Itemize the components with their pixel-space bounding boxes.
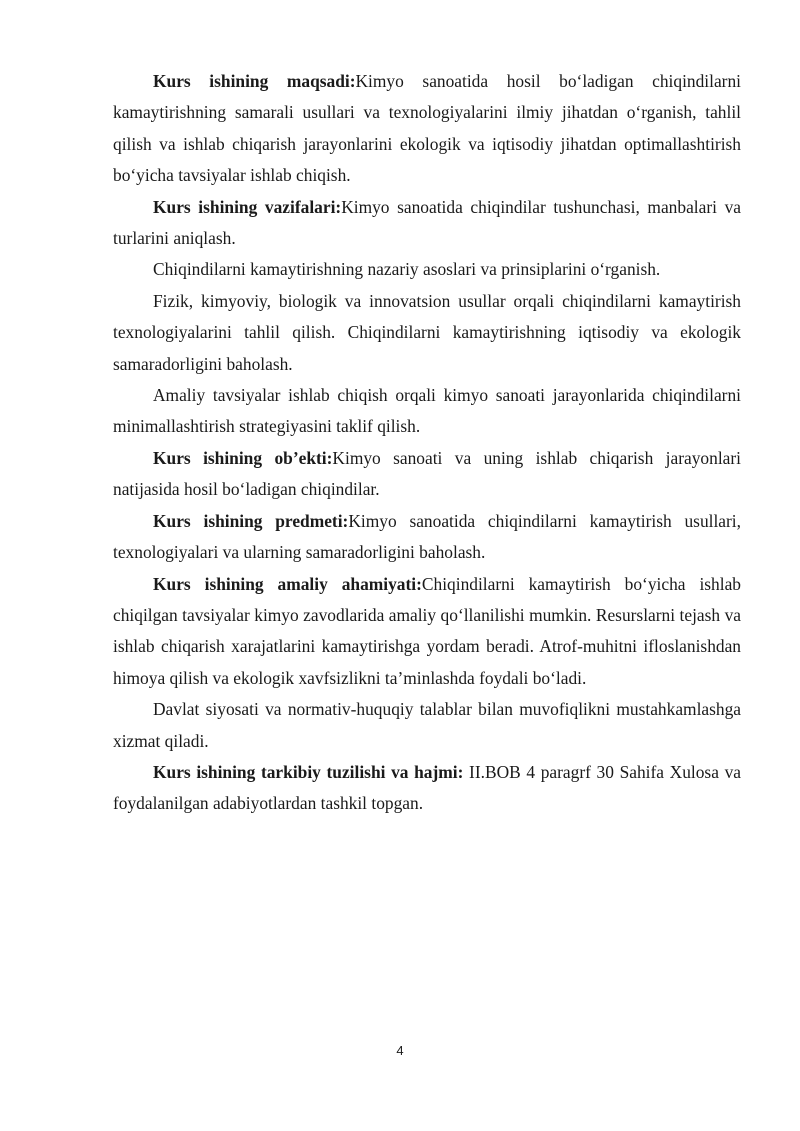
paragraph-text: Kimyo sanoatida hosil bo‘ladigan chiqindilarni kamaytirishning samarali usullari va texnologiyalarini ilmiy jihatdan o‘rganish, tahlil qilish va ishlab chiqarish jarayonlarini ekologik va iqtisodiy jihatdan optimallashtirish bo‘yicha tavsiyalar ishlab chiqish. [113,71,741,186]
paragraph-text: Chiqindilarni kamaytirishning nazariy asoslari va prinsiplarini o‘rganish. [153,259,661,280]
paragraph-task-methods [113,286,741,380]
page-number: 4 [396,1043,404,1058]
paragraph-text: Fizik, kimyoviy, biologik va innovatsion usullar orqali chiqindilarni kamaytirish texnologiyalarini tahlil qilish. Chiqindilarni kamaytirishning iqtisodiy va ekologik samaradorligini baholash. [113,290,741,374]
paragraph-subject [113,506,741,569]
paragraph-object [113,443,741,506]
paragraph-label: Kurs ishining amaliy ahamiyati: [153,573,422,594]
paragraph-text: Amaliy tavsiyalar ishlab chiqish orqali kimyo sanoati jarayonlarida chiqindilarni minimallashtirish strategiyasini taklif qilish. [113,385,741,437]
paragraph-label: Kurs ishining tarkibiy tuzilishi va hajmi: [153,761,464,782]
paragraph-goal [113,66,741,192]
paragraph-text: Kimyo sanoatida chiqindilarni kamaytirish usullari, texnologiyalari va ularning samaradorligini baholash. [113,510,741,563]
paragraph-label: Kurs ishining vazifalari: [153,196,342,217]
paragraph-task-recommendations [113,380,741,443]
paragraph-text: Chiqindilarni kamaytirish bo‘yicha ishlab chiqilgan tavsiyalar kimyo zavodlarida amaliy qo‘llanilishi mumkin. Resurslarni tejash va ishlab chiqarish xarajatlarini kamaytirishga yordam beradi. Atrof-muhitni ifloslanishdan himoya qilish va ekologik xavfsizlikni ta’minlashda foydali bo‘ladi. [113,573,741,688]
paragraph-text: Kimyo sanoatida chiqindilar tushunchasi, manbalari va turlarini aniqlash. [113,196,741,249]
paragraph-label: Kurs ishining predmeti: [153,510,349,531]
paragraph-policy [113,694,741,757]
paragraph-tasks [113,192,741,255]
document-body [113,66,741,820]
paragraph-task-theory [113,254,741,285]
paragraph-practical-importance [113,569,741,695]
paragraph-label: Kurs ishining ob’ekti: [153,447,333,468]
paragraph-text: II.BOB 4 paragrf 30 Sahifa Xulosa va foydalanilgan adabiyotlardan tashkil topgan. [113,761,741,814]
paragraph-structure [113,757,741,820]
paragraph-text: Davlat siyosati va normativ-huquqiy talablar bilan muvofiqlikni mustahkamlashga xizmat qiladi. [113,699,741,751]
paragraph-label: Kurs ishining maqsadi: [153,71,356,91]
paragraph-text: Kimyo sanoati va uning ishlab chiqarish jarayonlari natijasida hosil bo‘ladigan chiqindilar. [113,447,741,500]
